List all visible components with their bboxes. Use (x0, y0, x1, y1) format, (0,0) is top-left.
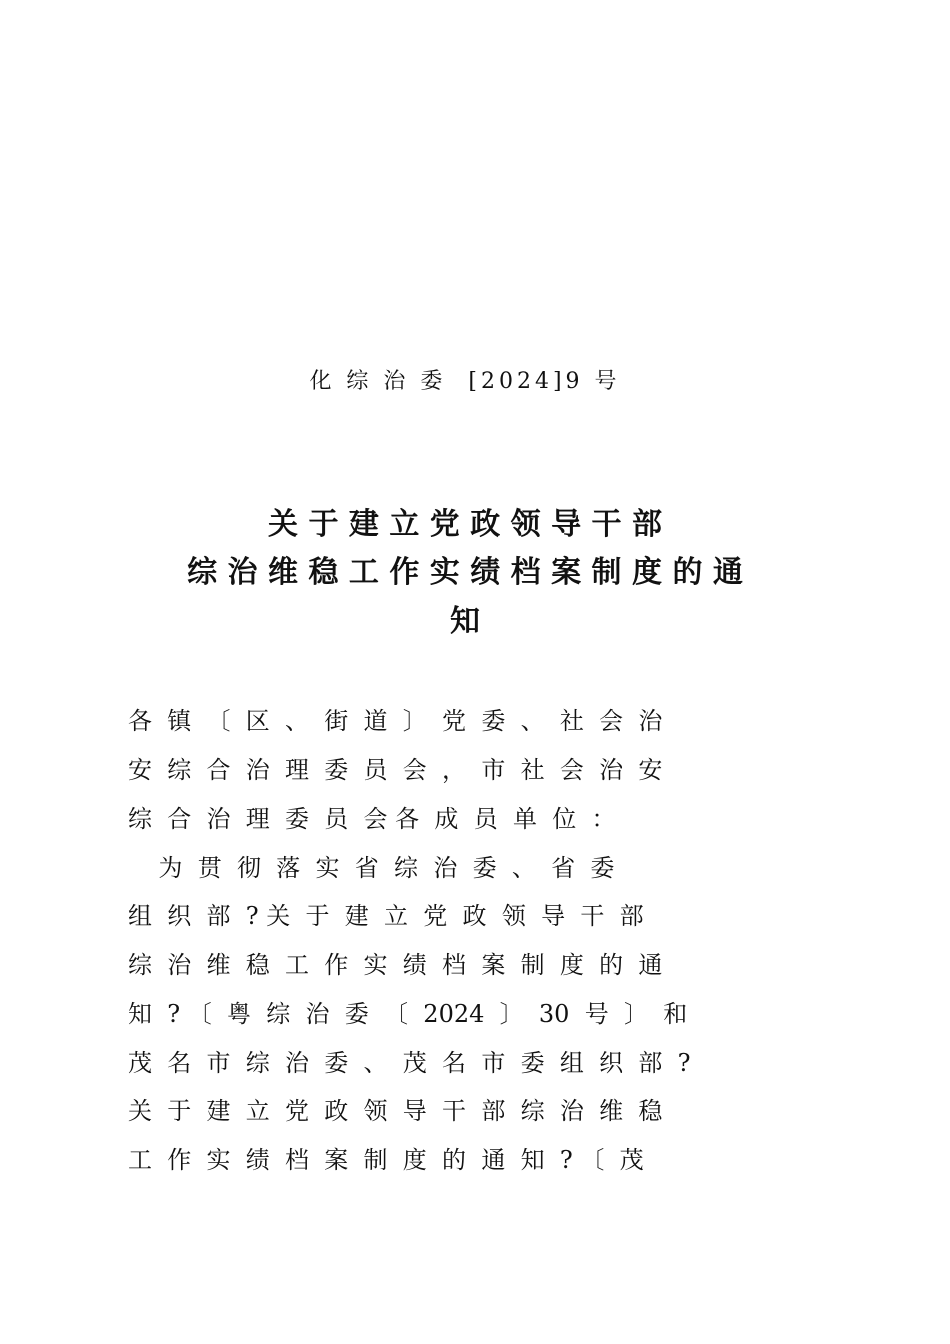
body-line-4: 为 贯 彻 落 实 省 综 治 委 、 省 委 (128, 854, 615, 882)
body-line-5: 组 织 部 ? 关 于 建 立 党 政 领 导 干 部 (128, 902, 644, 930)
body-line-9: 关 于 建 立 党 政 领 导 干 部 综 治 维 稳 (128, 1097, 663, 1125)
body-line-8: 茂 名 市 综 治 委 、 茂 名 市 委 组 织 部 ? (128, 1049, 691, 1077)
body-line-10: 工 作 实 绩 档 案 制 度 的 通 知 ? 〔 茂 (128, 1146, 644, 1174)
body-line-7: 知 ? 〔 粤 综 治 委 〔 2024 〕 30 号 〕 和 (128, 1000, 688, 1028)
body-line-6: 综 治 维 稳 工 作 实 绩 档 案 制 度 的 通 (128, 951, 663, 979)
document-title-line-2: 综 治 维 稳 工 作 实 绩 档 案 制 度 的 通 (187, 555, 743, 590)
body-line-1: 各 镇 〔 区 、 街 道 〕 党 委 、 社 会 治 (128, 707, 663, 735)
body-line-2: 安 综 合 治 理 委 员 会 ， 市 社 会 治 安 (128, 756, 663, 784)
body-line-3: 综 合 治 理 委 员 会 各 成 员 单 位 ： (128, 805, 616, 833)
document-number: 化 综 治 委 [2024]9 号 (309, 369, 621, 394)
document-title-line-3: 知 (450, 604, 480, 639)
document-title-line-1: 关 于 建 立 党 政 领 导 干 部 (268, 507, 662, 542)
